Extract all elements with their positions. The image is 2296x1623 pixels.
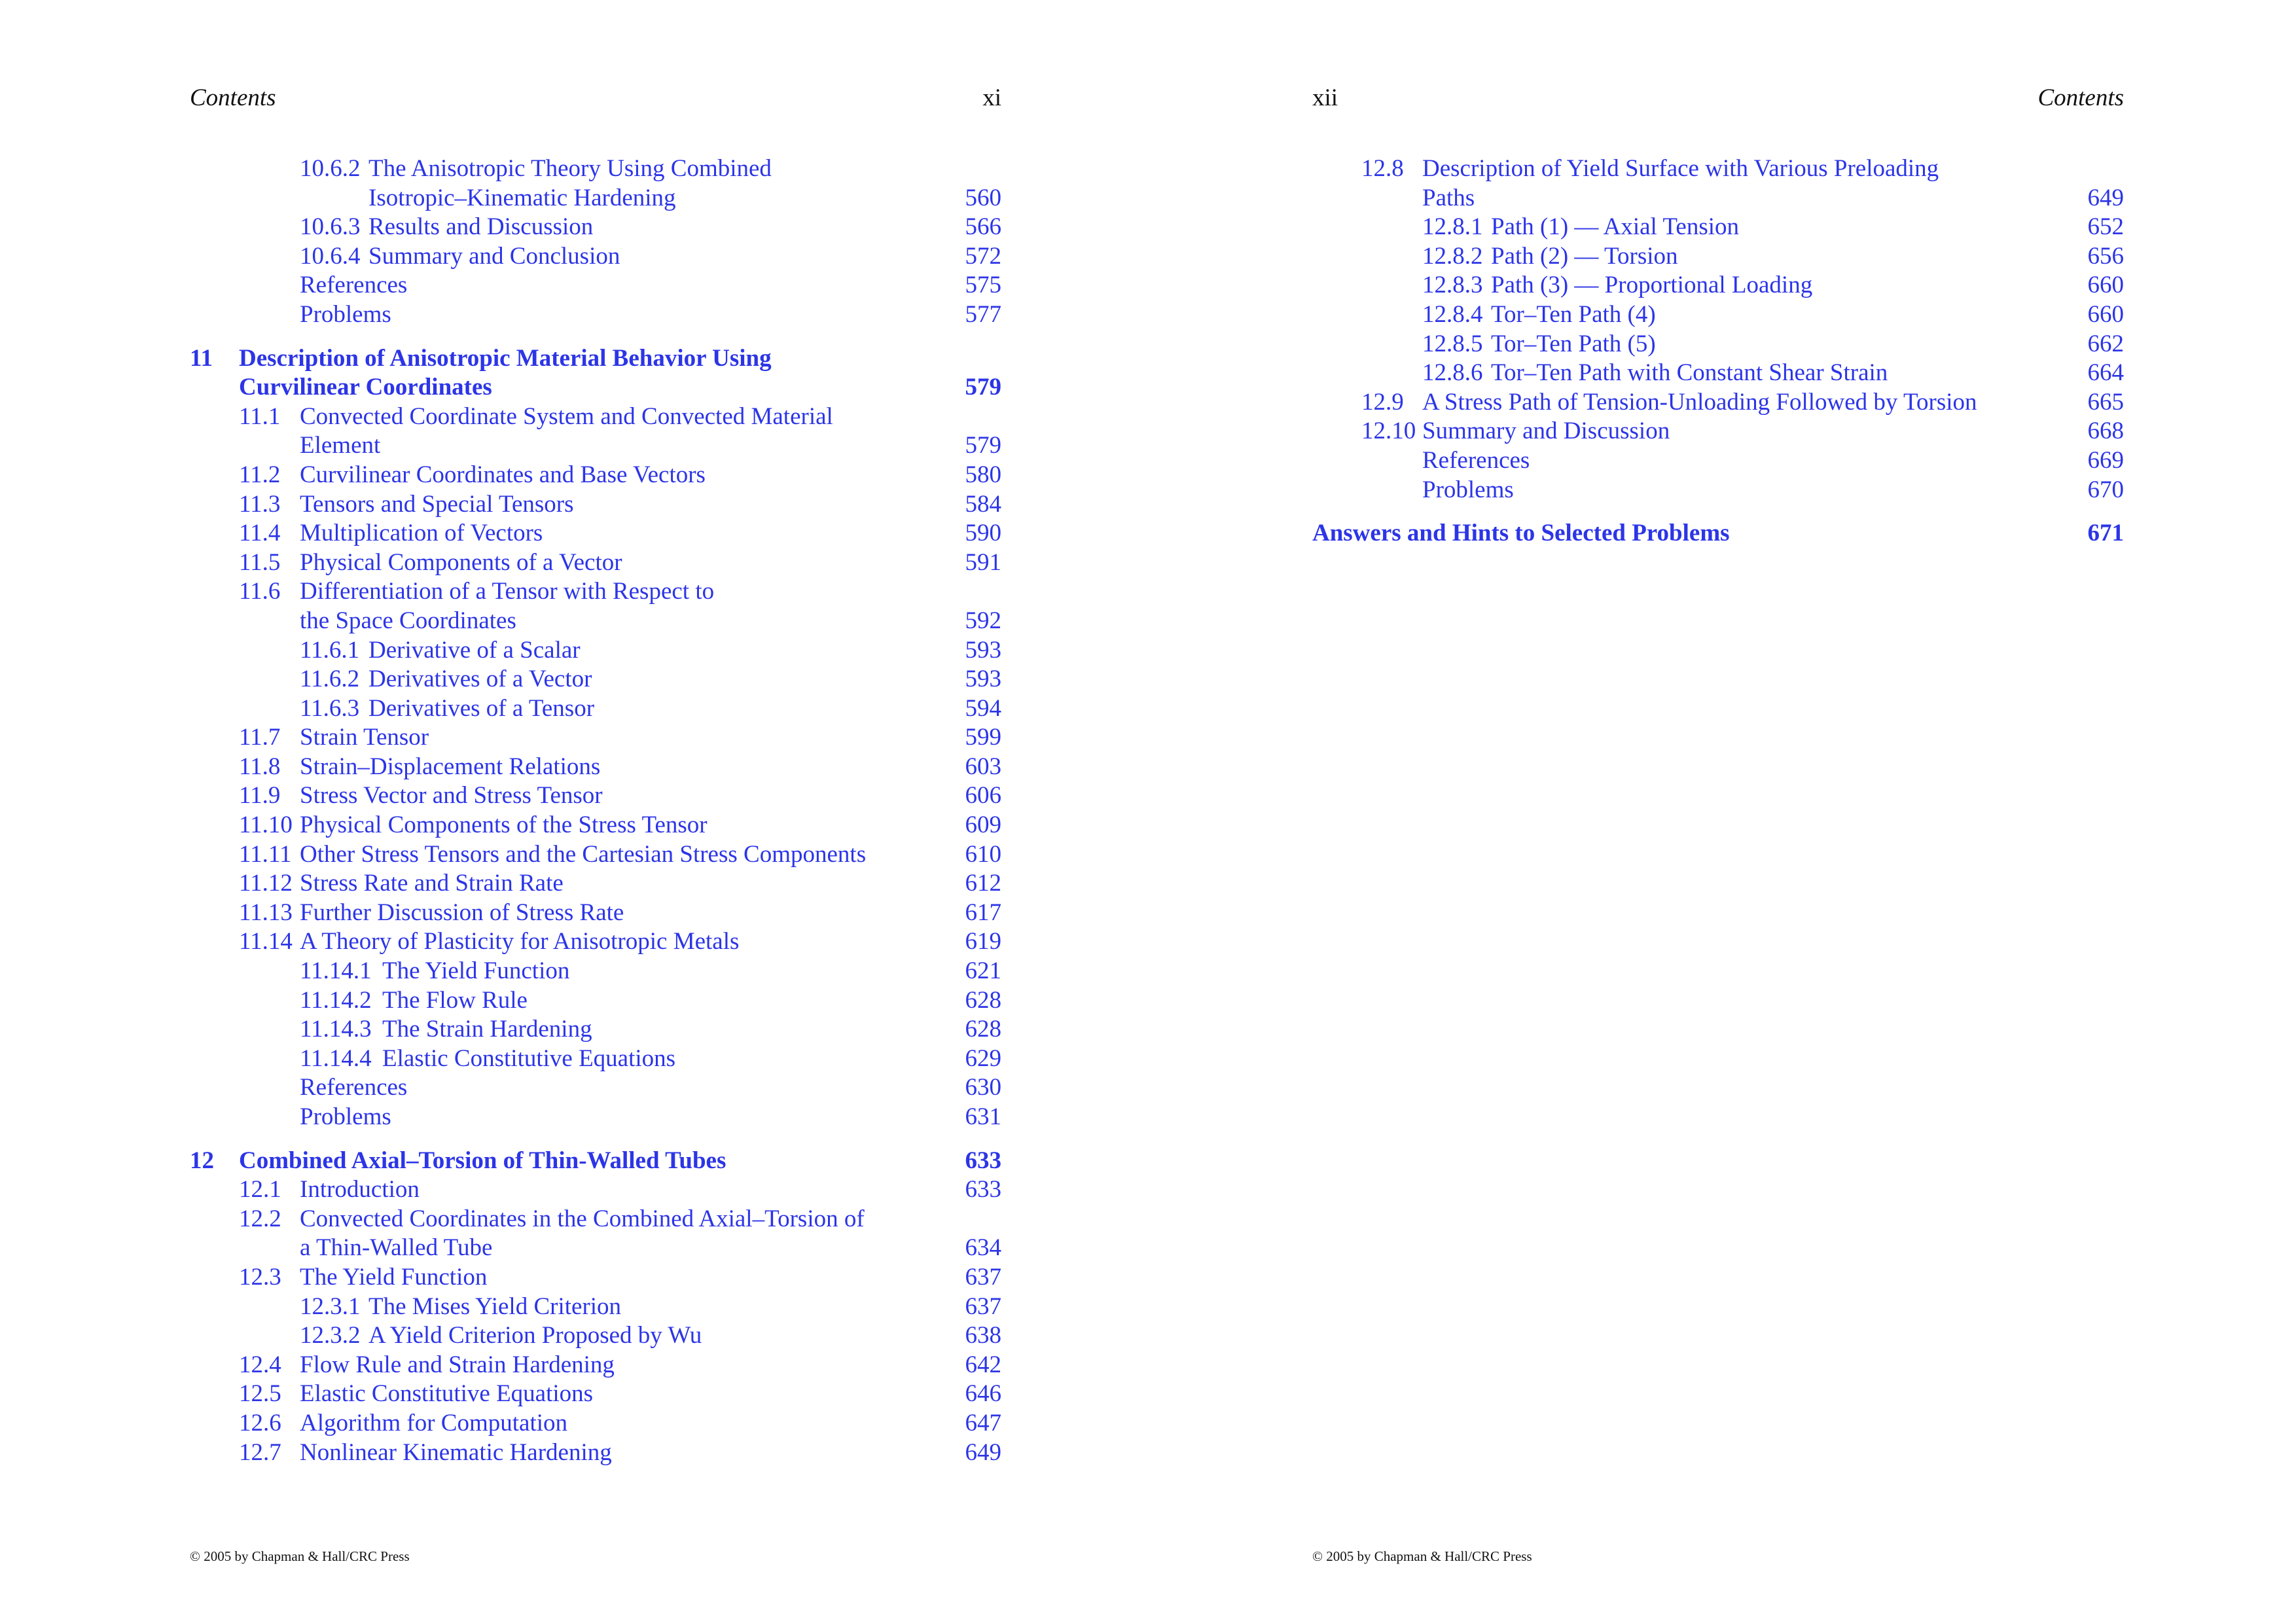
toc-entry-page-number: 660 — [2087, 272, 2124, 299]
toc-entry[interactable] — [1312, 388, 2124, 418]
toc-entry-page-number: 590 — [965, 520, 1001, 547]
section-gap — [190, 1132, 1001, 1147]
toc-entry-number: 10.6.2 — [300, 155, 361, 182]
toc-entry-page-number: 664 — [2087, 359, 2124, 387]
toc-entry[interactable] — [1312, 213, 2124, 242]
toc-entry-title: The Yield Function — [300, 1263, 488, 1291]
toc-entry-page-number: 610 — [965, 840, 1001, 868]
toc-entry-title: Elastic Constitutive Equations — [300, 1380, 594, 1408]
toc-entry[interactable] — [1312, 184, 2124, 213]
toc-entry-number: 12.4 — [239, 1351, 281, 1378]
toc-entry-number: 12.6 — [239, 1409, 281, 1436]
toc-entry-page-number: 566 — [965, 213, 1001, 241]
page-folio: xi — [982, 84, 1001, 111]
toc-entry-title: Convected Coordinate System and Convected Material — [300, 402, 833, 430]
running-head — [190, 84, 1001, 116]
toc-entry[interactable] — [190, 694, 1001, 724]
toc-entry-title: Strain Tensor — [300, 724, 429, 751]
toc-entry[interactable] — [190, 490, 1001, 520]
toc-entry-title: Tor–Ten Path with Constant Shear Strain — [1491, 359, 1888, 387]
toc-entry-number: 11 — [190, 344, 213, 372]
toc-entry[interactable] — [190, 577, 1001, 607]
toc-entry[interactable] — [190, 1234, 1001, 1263]
toc-entry-title: Curvilinear Coordinates and Base Vectors — [300, 461, 706, 488]
toc-entry-number: 11.3 — [239, 490, 281, 518]
toc-entry-number: 12.10 — [1361, 418, 1416, 445]
toc-entry-page-number: 580 — [965, 461, 1001, 488]
toc-entry-number: 12.8.1 — [1422, 213, 1483, 241]
toc-entry-title: Differentiation of a Tensor with Respect to — [300, 578, 715, 605]
toc-entry-number: 12.8.2 — [1422, 242, 1483, 270]
toc-entry[interactable] — [190, 723, 1001, 753]
toc-entry-page-number: 593 — [965, 666, 1001, 693]
toc-entry-title: Physical Components of the Stress Tensor — [300, 812, 708, 839]
toc-entry[interactable] — [190, 1438, 1001, 1468]
toc-entry-number: 10.6.4 — [300, 242, 361, 270]
toc-entry[interactable] — [190, 869, 1001, 899]
toc-chapter-entry[interactable] — [190, 1147, 1001, 1176]
toc-entry-title: Derivative of a Scalar — [368, 636, 581, 664]
toc-entry-page-number: 575 — [965, 272, 1001, 299]
toc-entry-number: 11.13 — [239, 899, 293, 926]
toc-entry-title: The Yield Function — [382, 957, 570, 985]
toc-entry-title: Other Stress Tensors and the Cartesian Stress Components — [300, 840, 867, 868]
toc-entry-number: 11.1 — [239, 402, 281, 430]
toc-entry-page-number: 668 — [2087, 418, 2124, 445]
toc-entry-number: 12.8.4 — [1422, 300, 1483, 328]
toc-entry-page-number: 660 — [2087, 300, 2124, 328]
toc-entry-number: 11.9 — [239, 782, 281, 810]
toc-entry[interactable] — [190, 1015, 1001, 1044]
running-head-title: Contents — [2037, 84, 2124, 111]
toc-entry[interactable] — [190, 548, 1001, 578]
toc-entry-page-number: 629 — [965, 1044, 1001, 1072]
toc-entry-page-number: 621 — [965, 957, 1001, 985]
toc-entry-title: A Stress Path of Tension-Unloading Followed by Torsion — [1422, 388, 1977, 416]
toc-entry-number: 11.5 — [239, 548, 281, 576]
toc-entry[interactable] — [1312, 359, 2124, 388]
toc-entry[interactable] — [190, 753, 1001, 782]
copyright-footer: © 2005 by Chapman & Hall/CRC Press — [1312, 1548, 1532, 1564]
toc-list — [190, 154, 1001, 1467]
toc-entry[interactable] — [190, 986, 1001, 1016]
toc-entry-number: 12 — [190, 1147, 214, 1174]
toc-entry-page-number: 631 — [965, 1103, 1001, 1130]
toc-entry-title: Nonlinear Kinematic Hardening — [300, 1438, 612, 1466]
toc-entry-number: 12.7 — [239, 1438, 281, 1466]
toc-entry-number: 10.6.3 — [300, 213, 361, 241]
toc-entry[interactable] — [190, 213, 1001, 242]
toc-entry-page-number: 617 — [965, 899, 1001, 926]
toc-entry[interactable] — [1312, 330, 2124, 359]
toc-list — [1312, 154, 2124, 548]
toc-entry-number: 12.1 — [239, 1176, 281, 1204]
toc-entry-title: Path (2) — Torsion — [1491, 242, 1678, 270]
toc-entry-page-number: 662 — [2087, 330, 2124, 357]
toc-entry-page-number: 649 — [965, 1438, 1001, 1466]
toc-entry-title: Further Discussion of Stress Rate — [300, 899, 624, 926]
toc-entry[interactable] — [1312, 476, 2124, 505]
section-gap — [1312, 505, 2124, 519]
toc-entry-page-number: 670 — [2087, 476, 2124, 503]
toc-entry-page-number: 619 — [965, 928, 1001, 955]
toc-entry-title: References — [300, 272, 408, 299]
toc-entry-title: The Strain Hardening — [382, 1016, 592, 1043]
toc-entry-page-number: 665 — [2087, 388, 2124, 416]
toc-entry-number: 11.6.2 — [300, 666, 360, 693]
section-gap — [190, 330, 1001, 344]
toc-entry-page-number: 637 — [965, 1293, 1001, 1320]
toc-entry-title: Results and Discussion — [368, 213, 594, 241]
toc-entry[interactable] — [1312, 446, 2124, 476]
toc-entry-page-number: 634 — [965, 1234, 1001, 1262]
toc-entry-page-number: 577 — [965, 300, 1001, 328]
toc-entry[interactable] — [190, 402, 1001, 432]
toc-entry[interactable] — [190, 1175, 1001, 1205]
toc-entry-number: 11.10 — [239, 812, 293, 839]
toc-entry-page-number: 630 — [965, 1074, 1001, 1101]
toc-entry-page-number: 633 — [965, 1147, 1001, 1174]
toc-entry-title: The Anisotropic Theory Using Combined — [368, 155, 772, 182]
toc-entry-title: Tor–Ten Path (4) — [1491, 300, 1656, 328]
toc-entry-page-number: 656 — [2087, 242, 2124, 270]
toc-entry-page-number: 572 — [965, 242, 1001, 270]
toc-entry-title: Description of Anisotropic Material Behavior Using — [239, 344, 772, 372]
toc-entry[interactable] — [190, 840, 1001, 870]
toc-entry-title: References — [300, 1074, 408, 1101]
toc-entry-title: A Yield Criterion Proposed by Wu — [368, 1322, 702, 1349]
toc-chapter-entry[interactable] — [190, 373, 1001, 402]
toc-entry-page-number: 606 — [965, 782, 1001, 810]
toc-entry[interactable] — [190, 1263, 1001, 1293]
toc-entry-page-number: 599 — [965, 724, 1001, 751]
toc-entry-page-number: 647 — [965, 1409, 1001, 1436]
toc-entry-page-number: 579 — [965, 432, 1001, 459]
toc-entry-number: 12.8.5 — [1422, 330, 1483, 357]
toc-entry-number: 11.11 — [239, 840, 292, 868]
toc-entry[interactable] — [190, 1380, 1001, 1409]
toc-entry[interactable] — [190, 461, 1001, 490]
toc-entry-number: 12.3 — [239, 1263, 281, 1291]
toc-entry-title: Problems — [1422, 476, 1514, 503]
toc-entry-page-number: 649 — [2087, 184, 2124, 211]
toc-entry-title: Summary and Conclusion — [368, 242, 620, 270]
toc-entry-title: Problems — [300, 1103, 391, 1130]
toc-entry-number: 11.6.1 — [300, 636, 360, 664]
toc-entry-title: Convected Coordinates in the Combined Axial–Torsion of — [300, 1205, 865, 1232]
toc-entry[interactable] — [190, 300, 1001, 330]
right-page — [1312, 0, 2124, 1623]
toc-entry-title: The Flow Rule — [382, 986, 528, 1014]
toc-entry-title: The Mises Yield Criterion — [368, 1293, 622, 1320]
toc-entry-page-number: 609 — [965, 812, 1001, 839]
toc-entry-title: Flow Rule and Strain Hardening — [300, 1351, 615, 1378]
toc-entry[interactable] — [190, 1103, 1001, 1132]
toc-entry[interactable] — [190, 242, 1001, 272]
toc-entry-title: Stress Rate and Strain Rate — [300, 870, 564, 897]
toc-entry-title: Tor–Ten Path (5) — [1491, 330, 1656, 357]
toc-entry-number: 11.6 — [239, 578, 281, 605]
toc-entry-title: Paths — [1422, 184, 1475, 211]
toc-entry-number: 12.2 — [239, 1205, 281, 1232]
toc-entry-title: a Thin-Walled Tube — [300, 1234, 493, 1262]
toc-entry-number: 12.3.1 — [300, 1293, 361, 1320]
toc-entry[interactable] — [190, 1321, 1001, 1351]
toc-entry[interactable] — [190, 1409, 1001, 1438]
toc-chapter-entry[interactable] — [1312, 519, 2124, 548]
toc-entry[interactable] — [190, 636, 1001, 666]
toc-entry[interactable] — [1312, 271, 2124, 300]
toc-entry-number: 11.14 — [239, 928, 293, 955]
toc-entry-number: 11.6.3 — [300, 694, 360, 722]
toc-entry-title: Curvilinear Coordinates — [239, 374, 492, 401]
toc-entry-title: Physical Components of a Vector — [300, 548, 622, 576]
toc-entry[interactable] — [190, 927, 1001, 957]
toc-entry-title: A Theory of Plasticity for Anisotropic Metals — [300, 928, 740, 955]
toc-entry[interactable] — [190, 665, 1001, 694]
toc-entry-title: the Space Coordinates — [300, 607, 516, 634]
toc-entry-page-number: 579 — [965, 374, 1001, 401]
toc-entry-title: Element — [300, 432, 381, 459]
toc-entry[interactable] — [190, 957, 1001, 986]
toc-entry-page-number: 669 — [2087, 446, 2124, 474]
toc-entry[interactable] — [190, 899, 1001, 928]
toc-entry-number: 12.8.6 — [1422, 359, 1483, 387]
toc-entry-number: 12.3.2 — [300, 1322, 361, 1349]
left-page — [190, 0, 1001, 1623]
toc-entry-page-number: 560 — [965, 184, 1001, 211]
toc-entry-number: 11.2 — [239, 461, 281, 488]
toc-entry-page-number: 592 — [965, 607, 1001, 634]
toc-entry-page-number: 652 — [2087, 213, 2124, 241]
running-head-title: Contents — [190, 84, 276, 111]
toc-chapter-entry[interactable] — [190, 344, 1001, 374]
toc-entry[interactable] — [190, 1351, 1001, 1380]
toc-entry-title: Derivatives of a Tensor — [368, 694, 595, 722]
toc-entry-number: 12.9 — [1361, 388, 1404, 416]
toc-entry-title: Elastic Constitutive Equations — [382, 1044, 676, 1072]
toc-entry-page-number: 612 — [965, 870, 1001, 897]
page-folio: xii — [1312, 84, 1338, 111]
toc-entry[interactable] — [190, 781, 1001, 811]
toc-entry-number: 11.12 — [239, 870, 293, 897]
toc-entry-page-number: 633 — [965, 1176, 1001, 1204]
toc-entry-number: 11.7 — [239, 724, 281, 751]
toc-entry[interactable] — [190, 1073, 1001, 1103]
toc-entry[interactable] — [190, 184, 1001, 213]
toc-entry-page-number: 646 — [965, 1380, 1001, 1408]
toc-entry-title: Summary and Discussion — [1422, 418, 1670, 445]
toc-entry-title: Path (3) — Proportional Loading — [1491, 272, 1813, 299]
toc-entry-number: 12.5 — [239, 1380, 281, 1408]
toc-entry[interactable] — [190, 1293, 1001, 1322]
toc-entry-title: Algorithm for Computation — [300, 1409, 568, 1436]
toc-entry[interactable] — [190, 431, 1001, 461]
toc-entry[interactable] — [190, 1205, 1001, 1234]
toc-entry[interactable] — [1312, 417, 2124, 446]
toc-entry-page-number: 603 — [965, 753, 1001, 780]
toc-entry-page-number: 628 — [965, 1016, 1001, 1043]
toc-entry-title: Combined Axial–Torsion of Thin-Walled Tubes — [239, 1147, 726, 1174]
toc-entry-page-number: 638 — [965, 1322, 1001, 1349]
toc-entry-number: 11.14.4 — [300, 1044, 372, 1072]
toc-entry-title: Stress Vector and Stress Tensor — [300, 782, 603, 810]
toc-entry[interactable] — [190, 154, 1001, 184]
toc-entry-page-number: 642 — [965, 1351, 1001, 1378]
toc-entry-page-number: 594 — [965, 694, 1001, 722]
toc-entry-number: 12.8.3 — [1422, 272, 1483, 299]
toc-entry[interactable] — [1312, 154, 2124, 184]
toc-entry-title: Multiplication of Vectors — [300, 520, 543, 547]
toc-entry-title: Strain–Displacement Relations — [300, 753, 601, 780]
toc-entry[interactable] — [1312, 242, 2124, 272]
toc-entry-page-number: 671 — [2087, 520, 2124, 547]
toc-entry[interactable] — [190, 1044, 1001, 1074]
toc-entry-page-number: 628 — [965, 986, 1001, 1014]
copyright-footer: © 2005 by Chapman & Hall/CRC Press — [190, 1548, 410, 1564]
toc-entry[interactable] — [190, 519, 1001, 548]
toc-entry[interactable] — [190, 607, 1001, 636]
toc-entry-number: 11.8 — [239, 753, 281, 780]
toc-entry-page-number: 584 — [965, 490, 1001, 518]
toc-entry-number: 11.14.1 — [300, 957, 372, 985]
running-head — [1312, 84, 2124, 116]
toc-entry-title: Isotropic–Kinematic Hardening — [368, 184, 676, 211]
toc-entry[interactable] — [190, 811, 1001, 840]
toc-entry-title: References — [1422, 446, 1530, 474]
toc-entry-title: Derivatives of a Vector — [368, 666, 592, 693]
toc-entry-title: Description of Yield Surface with Various Preloading — [1422, 155, 1939, 182]
toc-entry-number: 11.14.3 — [300, 1016, 372, 1043]
toc-entry-title: Answers and Hints to Selected Problems — [1312, 520, 1730, 547]
toc-entry[interactable] — [1312, 300, 2124, 330]
toc-entry-number: 11.14.2 — [300, 986, 372, 1014]
toc-entry-title: Tensors and Special Tensors — [300, 490, 574, 518]
toc-entry-page-number: 591 — [965, 548, 1001, 576]
toc-entry-number: 11.4 — [239, 520, 281, 547]
toc-entry[interactable] — [190, 271, 1001, 300]
toc-entry-title: Introduction — [300, 1176, 420, 1204]
toc-entry-title: Problems — [300, 300, 391, 328]
toc-entry-title: Path (1) — Axial Tension — [1491, 213, 1740, 241]
toc-entry-page-number: 593 — [965, 636, 1001, 664]
toc-entry-page-number: 637 — [965, 1263, 1001, 1291]
toc-entry-number: 12.8 — [1361, 155, 1404, 182]
